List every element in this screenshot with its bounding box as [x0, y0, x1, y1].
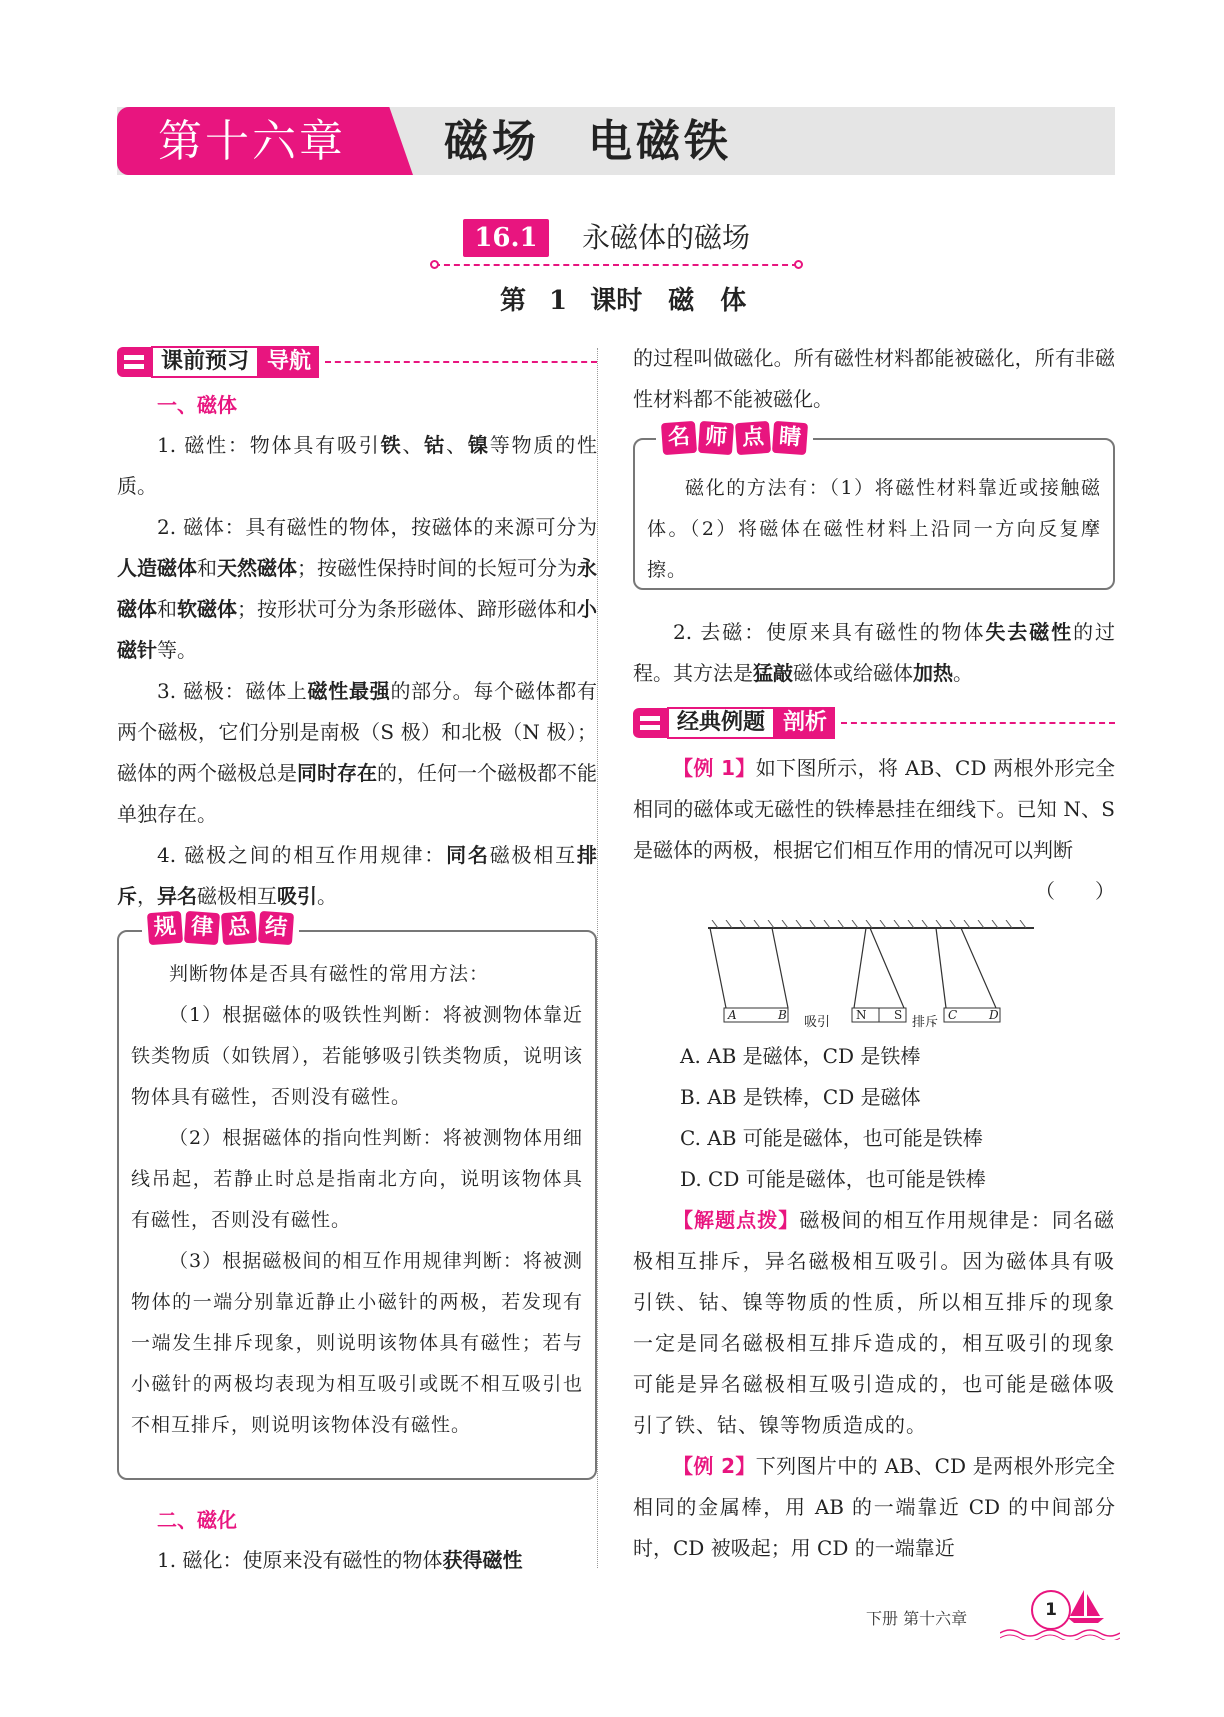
label-attract: 吸引 [804, 1015, 831, 1030]
section-number: 16.1 [463, 219, 549, 257]
column-divider [597, 348, 598, 1568]
magnetization-section [117, 1500, 597, 1581]
teacher-tip-text: 磁化的方法有：（1）将磁性材料靠近或接触磁体。（2）将磁体在磁性材料上沿同一方向反复摩擦。 [647, 477, 1101, 581]
demagnetize-block [633, 612, 1115, 694]
chapter-number: 第十六章 [158, 116, 346, 167]
lesson-title: 第 1 课时 磁 体 [500, 286, 747, 316]
example-2-question: 【例 2】下列图片中的 AB、CD 是两根外形完全相同的金属棒，用 AB 的一端靠近 CD 的中间部分时，CD 被吸起；用 CD 的一端靠近 [633, 1454, 1115, 1560]
label-c: C [948, 1008, 958, 1022]
examples-banner [633, 706, 1115, 740]
rule-method-2: （2）根据磁体的指向性判断：将被测物体用细线吊起，若静止时总是指南北方向，说明该物体具有磁性，否则没有磁性。 [131, 1127, 583, 1231]
page-number: 1 [1031, 1590, 1071, 1630]
footer-wave [1000, 1626, 1120, 1640]
examples-banner-highlight: 剖析 [775, 707, 835, 739]
preview-banner [117, 345, 597, 379]
example-1-figure [706, 920, 1036, 1030]
chapter-title: 磁场 电磁铁 [444, 116, 732, 167]
example-1-options [680, 1036, 1100, 1200]
sailboat-icon [1066, 1588, 1106, 1624]
footer-label: 下册 第十六章 [866, 1609, 968, 1628]
rule-intro: 判断物体是否具有磁性的常用方法： [169, 963, 490, 985]
option-c: C. AB 可能是磁体，也可能是铁棒 [680, 1126, 983, 1150]
label-d: D [989, 1008, 999, 1022]
answer-paren: （ ） [1035, 879, 1115, 903]
label-repel: 排斥 [912, 1015, 939, 1030]
option-d: D. CD 可能是磁体，也可能是铁棒 [680, 1167, 986, 1191]
heading-magnetization: 二、磁化 [157, 1508, 237, 1532]
option-a: A. AB 是磁体，CD 是铁棒 [680, 1044, 921, 1068]
para-magnet: 2. 磁体：具有磁性的物体，按磁体的来源可分为人造磁体和天然磁体；按磁性保持时间的长短可分为永磁体和软磁体；按形状可分为条形磁体、蹄形磁体和小磁针等。 [117, 515, 597, 662]
para-demagnetize: 2. 去磁：使原来具有磁性的物体失去磁性的过程。其方法是猛敲磁体或给磁体加热。 [633, 620, 1116, 685]
label-a: A [728, 1008, 737, 1022]
teacher-tip-box [633, 438, 1115, 590]
section-title: 永磁体的磁场 [582, 221, 751, 254]
divider-dot-left [430, 260, 439, 269]
rule-method-1: （1）根据磁体的吸铁性判断：将被测物体靠近铁类物质（如铁屑），若能够吸引铁类物质，说明该物体具有磁性，否则没有磁性。 [131, 1004, 583, 1108]
label-s: S [894, 1008, 903, 1022]
para-pole: 3. 磁极：磁体上磁性最强的部分。每个磁体都有两个磁极，它们分别是南极（S 极）和北极（N 极）；磁体的两个磁极总是同时存在的，任何一个磁极都不能单独存在。 [117, 679, 597, 826]
para-interaction: 4. 磁极之间的相互作用规律：同名磁极相互排斥，异名磁极相互吸引。 [117, 843, 597, 908]
option-b: B. AB 是铁棒，CD 是磁体 [680, 1085, 921, 1109]
rule-method-3: （3）根据磁极间的相互作用规律判断：将被测物体的一端分别靠近静止小磁针的两极，若发现有一端发生排斥现象，则说明该物体具有磁性；若与小磁针的两极均表现为相互吸引或既不相互吸引也不相互排斥，则说明该物体没有磁性。 [131, 1250, 583, 1436]
divider-dot-right [794, 260, 803, 269]
section-divider [434, 264, 798, 266]
preview-banner-label: 课前预习 [151, 346, 259, 378]
rule-summary-tag: 规 律 总 结 [142, 912, 299, 944]
solution-text: 【解题点拨】磁极间的相互作用规律是：同名磁极相互排斥，异名磁极相互吸引。因为磁体具有吸引铁、钴、镍等物质的性质，所以相互排斥的现象一定是同名磁极相互排斥造成的，相互吸引的现象可能是异名磁极相互吸引造成的，也可能是磁体吸引了铁、钴、镍等物质造成的。 [633, 1208, 1116, 1437]
teacher-tip-tag: 名 师 点 睛 [656, 422, 813, 454]
example-1 [633, 748, 1115, 912]
books-icon [633, 708, 667, 738]
para-magnetism: 1. 磁性：物体具有吸引铁、钴、镍等物质的性质。 [117, 433, 598, 498]
right-top [633, 338, 1115, 420]
example-2 [633, 1446, 1115, 1569]
example-1-solution [633, 1200, 1115, 1446]
para-magnetization-start: 1. 磁化：使原来没有磁性的物体获得磁性 [157, 1548, 523, 1572]
rule-summary-box [117, 930, 597, 1480]
label-b: B [778, 1008, 787, 1022]
para-magnetization-cont: 的过程叫做磁化。所有磁性材料都能被磁化，所有非磁性材料都不能被磁化。 [633, 346, 1115, 411]
examples-banner-label: 经典例题 [667, 707, 775, 739]
banner-dash-line [841, 722, 1115, 724]
preview-banner-highlight: 导航 [259, 346, 319, 378]
example-1-question: 【例 1】如下图所示，将 AB、CD 两根外形完全相同的磁体或无磁性的铁棒悬挂在细线下。已知 N、S 是磁体的两极，根据它们相互作用的情况可以判断 （ ） [633, 748, 1115, 871]
ceiling-hatch [712, 920, 1026, 928]
threads [710, 928, 996, 1008]
banner-dash-line [325, 361, 597, 363]
preview-content [117, 385, 597, 917]
heading-magnet: 一、磁体 [157, 393, 237, 417]
label-n: N [856, 1008, 867, 1022]
books-icon [117, 347, 151, 377]
